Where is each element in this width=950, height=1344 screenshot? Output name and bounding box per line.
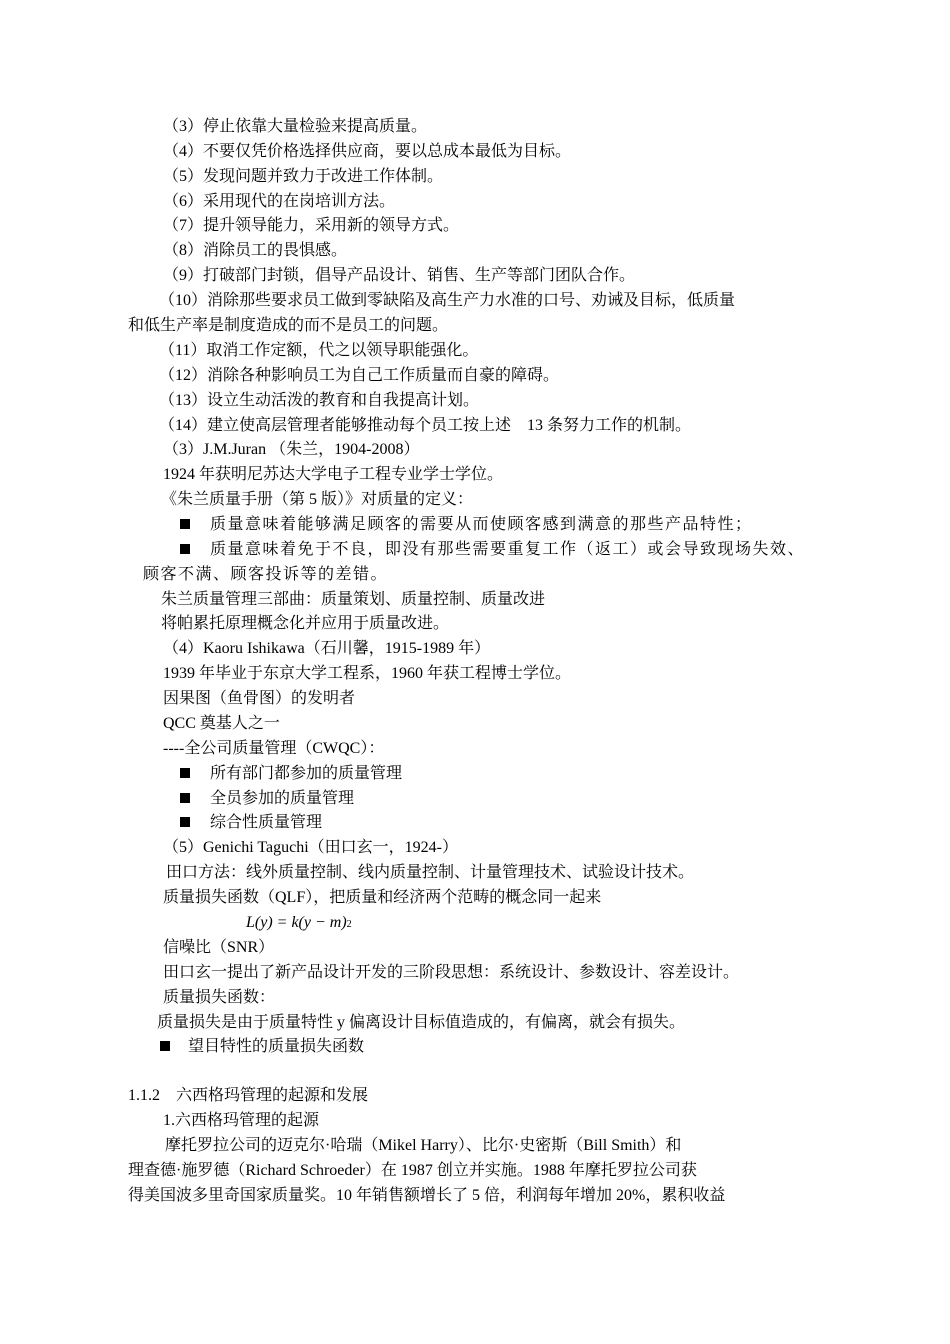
deming-point-14: （14）建立使高层管理者能够推动每个员工按上述 13 条努力工作的机制。 [159, 417, 692, 434]
paragraph-line-3: 得美国波多里奇国家质量奖。10 年销售额增长了 5 倍，利润每年增加 20%，累积收益 [128, 1187, 726, 1204]
formula-main: L(y) = k(y − m) [246, 914, 347, 931]
deming-point-5: （5）发现问题并致力于改进工作体制。 [163, 168, 444, 185]
deming-point-10-cont: 和低生产率是制度造成的而不是员工的问题。 [128, 317, 449, 334]
deming-point-4: （4）不要仅凭价格选择供应商，要以总成本最低为目标。 [163, 143, 572, 160]
juran-definition-2 [180, 540, 805, 560]
deming-point-3: （3）停止依靠大量检验来提高质量。 [163, 118, 428, 135]
deming-point-13: （13）设立生动活泼的教育和自我提高计划。 [159, 392, 480, 409]
juran-handbook: 《朱兰质量手册（第 5 版）》对质量的定义： [161, 491, 474, 508]
bullet-text: 综合性质量管理 [210, 814, 323, 831]
juran-definition-2-cont: 顾客不满、顾客投诉等的差错。 [143, 566, 389, 583]
juran-degree: 1924 年获明尼苏达大学电子工程专业学士学位。 [163, 466, 504, 483]
bullet-text: 质量意味着能够满足顾客的需要从而使顾客感到满意的那些产品特性； [210, 516, 753, 533]
bullet-text: 望目特性的质量损失函数 [188, 1038, 365, 1055]
subsection-heading-origin: 1.六西格玛管理的起源 [163, 1112, 320, 1129]
qlf-label: 质量损失函数： [163, 989, 276, 1006]
deming-point-6: （6）采用现代的在岗培训方法。 [163, 193, 396, 210]
square-bullet-icon [180, 793, 190, 803]
taguchi-heading: （5）Genichi Taguchi（田口玄一，1924-） [163, 839, 458, 856]
bullet-text: 质量意味着免于不良，即没有那些需要重复工作（返工）或会导致现场失效、 [210, 541, 806, 558]
section-heading-1-1-2: 1.1.2 六西格玛管理的起源和发展 [128, 1087, 369, 1104]
qlf-explanation: 质量损失是由于质量特性 y 偏离设计目标值造成的，有偏离，就会有损失。 [157, 1014, 686, 1031]
juran-trilogy: 朱兰质量管理三部曲：质量策划、质量控制、质量改进 [161, 591, 546, 608]
deming-point-7: （7）提升领导能力，采用新的领导方式。 [163, 217, 460, 234]
square-bullet-icon [180, 544, 190, 554]
cwqc-item-1 [180, 764, 402, 784]
taguchi-three-stages: 田口玄一提出了新产品设计开发的三阶段思想：系统设计、参数设计、容差设计。 [163, 964, 740, 981]
square-bullet-icon [180, 768, 190, 778]
cwqc-item-2 [180, 789, 354, 809]
square-bullet-icon [180, 519, 190, 529]
ishikawa-fishbone: 因果图（鱼骨图）的发明者 [163, 690, 356, 707]
deming-point-11: （11）取消工作定额，代之以领导职能强化。 [159, 342, 479, 359]
formula-exponent: 2 [346, 919, 352, 930]
deming-point-12: （12）消除各种影响员工为自己工作质量而自豪的障碍。 [159, 367, 560, 384]
juran-pareto: 将帕累托原理概念化并应用于质量改进。 [161, 615, 450, 632]
cwqc-item-3 [180, 813, 322, 833]
paragraph-line-2: 理查德·施罗德（Richard Schroeder）在 1987 创立并实施。1988 年摩托罗拉公司获 [128, 1162, 697, 1179]
nominal-best-qlf [160, 1037, 364, 1057]
square-bullet-icon [180, 817, 190, 827]
deming-point-9: （9）打破部门封锁，倡导产品设计、销售、生产等部门团队合作。 [163, 267, 636, 284]
bullet-text: 全员参加的质量管理 [210, 790, 355, 807]
deming-point-8: （8）消除员工的畏惧感。 [163, 242, 348, 259]
deming-point-10: （10）消除那些要求员工做到零缺陷及高生产力水准的口号、劝诫及目标，低质量 [159, 292, 736, 309]
ishikawa-heading: （4）Kaoru Ishikawa（石川馨，1915-1989 年） [163, 640, 491, 657]
bullet-text: 所有部门都参加的质量管理 [210, 765, 403, 782]
paragraph-line-1: 摩托罗拉公司的迈克尔·哈瑞（Mikel Harry）、比尔·史密斯（Bill Smith）和 [165, 1137, 682, 1154]
juran-heading: （3）J.M.Juran （朱兰，1904-2008） [163, 441, 420, 458]
ishikawa-degree: 1939 年毕业于东京大学工程系，1960 年获工程博士学位。 [163, 665, 572, 682]
square-bullet-icon [160, 1041, 170, 1051]
taguchi-methods: 田口方法：线外质量控制、线内质量控制、计量管理技术、试验设计技术。 [166, 864, 695, 881]
ishikawa-cwqc: ----全公司质量管理（CWQC）： [163, 740, 385, 757]
taguchi-snr: 信噪比（SNR） [163, 939, 275, 956]
taguchi-qlf: 质量损失函数（QLF），把质量和经济两个范畴的概念同一起来 [163, 889, 602, 906]
ishikawa-qcc: QCC 奠基人之一 [163, 715, 280, 732]
qlf-formula [246, 913, 352, 933]
juran-definition-1 [180, 515, 753, 535]
